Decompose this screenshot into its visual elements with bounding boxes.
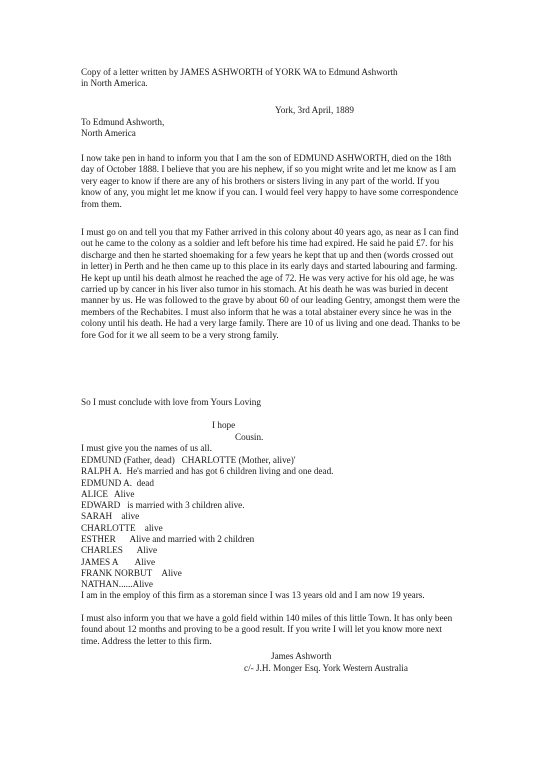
salutation-place: North America	[81, 128, 136, 139]
family-note: Alive	[114, 488, 135, 499]
family-row	[81, 511, 461, 522]
paragraph-3: I am in the employ of this firm as a storeman since I was 13 years old and I am now 19 years.	[81, 590, 425, 600]
family-note: He's married and has got 6 children living and one dead.	[126, 466, 334, 477]
family-row	[81, 568, 461, 579]
family-name: EDMUND A.	[81, 477, 133, 488]
salutation	[81, 117, 461, 140]
family-name: JAMES A	[81, 556, 119, 567]
paragraph-2: I must go on and tell you that my Father arrived in this colony about 40 years ago, as near as I can find out he came to the colony as a soldier and left before his time had expired. He said he paid £7. for his discharge and then he started shoemaking for a few years he kept that up and then (words crossed out in letter) in Perth and he then came up to this place in its early days and started labouring and farming. He kept up until his death almost he reached the age of 72. He was very active for his old age, he was carried up by cancer in his liver also tumor in his stomach. At his death he was was buried in decent manner by us. He was followed to the grave by about 60 of our leading Gentry, amongst them were the members of the Rechabites. I must also inform that he was a total abstainer every since he was in the colony until his death. He had a very large family. There are 10 of us living and one dead. Thanks to be fore God for it we all seem to be a very strong family.	[81, 227, 461, 340]
family-name: CHARLES	[81, 545, 123, 556]
paragraph-4: I must also inform you that we have a gold field within 140 miles of this little Town. It has only been found about 12 months and proving to be a good result. If you write I will let you know more next time. Address the letter to this firm.	[81, 613, 453, 646]
family-name: EDWARD	[81, 500, 121, 511]
family-note: Alive	[134, 556, 156, 567]
family-row	[81, 523, 461, 534]
family-note: Alive and married with 2 children	[129, 534, 255, 545]
family-name: ALICE	[81, 488, 109, 499]
family-row	[81, 579, 461, 590]
family-row	[81, 500, 461, 511]
names-intro: I must give you the names of us all.	[81, 443, 212, 453]
return-address: c/- J.H. Monger Esq. York Western Australia	[244, 663, 408, 673]
family-row	[81, 489, 461, 500]
closing-line: So I must conclude with love from Yours Loving	[81, 397, 261, 407]
family-note: Alive	[161, 567, 182, 578]
family-note: ......Alive	[118, 579, 153, 590]
closing-i-hope: I hope	[212, 420, 236, 430]
paragraph-1: I now take pen in hand to inform you that I am the son of EDMUND ASHWORTH, died on the 18th day of October 1888. I believe that you are his nephew, if so you might write and let me know as I am very eager to know if there are any of his brothers or sisters living in any part of the world. If you know of any, you might let me know if you can. I would feel very happy to have some correspondence from them.	[81, 153, 459, 209]
family-note: alive	[121, 511, 140, 522]
family-name: RALPH A.	[81, 466, 122, 477]
family-name: NATHAN	[81, 579, 119, 590]
closing-cousin: Cousin.	[235, 432, 264, 442]
family-row	[81, 455, 461, 466]
family-list	[81, 455, 461, 591]
family-name: CHARLOTTE	[81, 522, 136, 533]
family-note: is married with 3 children alive.	[127, 500, 245, 511]
heading-line-2: in North America.	[81, 78, 148, 89]
document-heading	[81, 67, 461, 90]
family-name: ESTHER	[81, 534, 116, 545]
signature: James Ashworth	[271, 651, 332, 661]
family-row	[81, 466, 461, 477]
family-row	[81, 545, 461, 556]
family-row	[81, 478, 461, 489]
family-row	[81, 534, 461, 545]
heading-line-1: Copy of a letter written by JAMES ASHWORTH of YORK WA to Edmund Ashworth	[81, 67, 398, 77]
family-note: CHARLOTTE (Mother, alive)'	[181, 455, 296, 465]
family-name: FRANK NORBUT	[81, 567, 153, 578]
family-note: Alive	[136, 545, 158, 556]
family-name: SARAH	[81, 511, 113, 522]
salutation-to: To Edmund Ashworth,	[81, 117, 165, 127]
family-note: dead	[136, 477, 154, 488]
family-name: EDMUND (Father, dead)	[81, 455, 175, 465]
family-row	[81, 557, 461, 568]
family-note: alive	[144, 522, 163, 533]
letter-date: York, 3rd April, 1889	[275, 105, 354, 115]
